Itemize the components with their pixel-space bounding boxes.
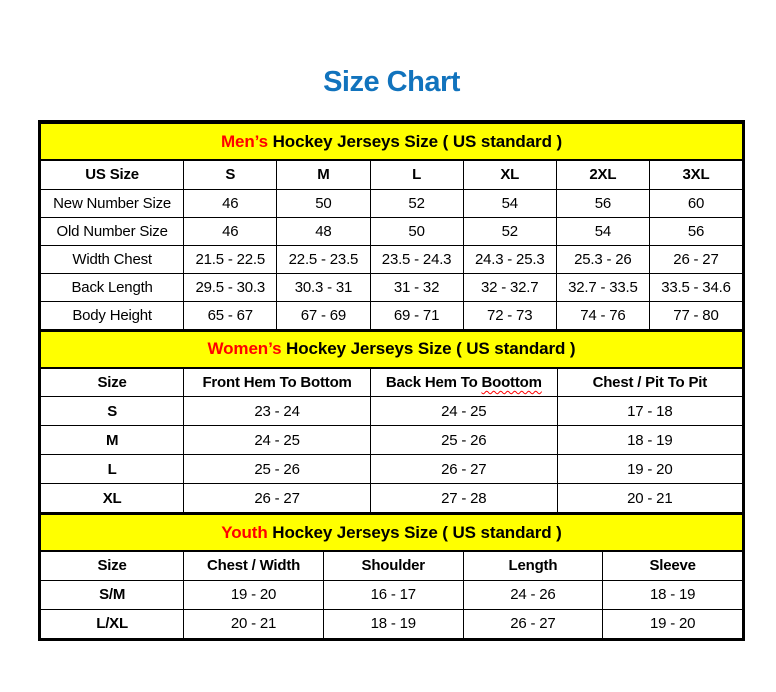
- row-label: New Number Size: [41, 189, 184, 217]
- size-cell: 29.5 - 30.3: [184, 273, 277, 301]
- size-cell: 24 - 25: [370, 397, 557, 426]
- size-cell: 26 - 27: [463, 609, 603, 638]
- size-cell: 19 - 20: [603, 609, 743, 638]
- misspelled-word: Boottom: [481, 373, 542, 391]
- size-cell: 23 - 24: [184, 397, 371, 426]
- band-rest-text: Hockey Jerseys Size ( US standard ): [267, 522, 562, 542]
- size-cell: 21.5 - 22.5: [184, 245, 277, 273]
- size-cell: 74 - 76: [556, 301, 649, 329]
- size-cell: 52: [370, 189, 463, 217]
- size-cell: 24.3 - 25.3: [463, 245, 556, 273]
- size-cell: 77 - 80: [649, 301, 742, 329]
- size-cell: 46: [184, 217, 277, 245]
- size-cell: 50: [277, 189, 370, 217]
- size-cell: 25 - 26: [370, 426, 557, 455]
- table-row: [41, 217, 743, 245]
- size-cell: 56: [649, 217, 742, 245]
- column-header: M: [277, 160, 370, 189]
- size-cell: 19 - 20: [184, 580, 324, 609]
- row-label: Width Chest: [41, 245, 184, 273]
- size-cell: 33.5 - 34.6: [649, 273, 742, 301]
- page-title: Size Chart: [323, 66, 460, 98]
- column-header: Size: [41, 368, 184, 397]
- size-cell: 69 - 71: [370, 301, 463, 329]
- column-header: Chest / Width: [184, 551, 324, 580]
- mens-size-table: [40, 122, 743, 330]
- table-row: [41, 189, 743, 217]
- size-cell: 30.3 - 31: [277, 273, 370, 301]
- row-label: M: [41, 426, 184, 455]
- row-label: Body Height: [41, 301, 184, 329]
- size-cell: 26 - 27: [370, 455, 557, 484]
- size-cell: 23.5 - 24.3: [370, 245, 463, 273]
- size-cell: 24 - 25: [184, 426, 371, 455]
- size-cell: 19 - 20: [557, 455, 742, 484]
- table-row: [41, 609, 743, 638]
- column-header: 3XL: [649, 160, 742, 189]
- size-cell: 18 - 19: [323, 609, 463, 638]
- size-cell: 50: [370, 217, 463, 245]
- column-header: Shoulder: [323, 551, 463, 580]
- size-cell: 72 - 73: [463, 301, 556, 329]
- column-header: XL: [463, 160, 556, 189]
- table-row: [41, 301, 743, 329]
- size-cell: 25.3 - 26: [556, 245, 649, 273]
- row-label: L: [41, 455, 184, 484]
- size-cell: 32 - 32.7: [463, 273, 556, 301]
- column-header: Size: [41, 551, 184, 580]
- size-cell: 65 - 67: [184, 301, 277, 329]
- size-cell: 31 - 32: [370, 273, 463, 301]
- column-header: Back Hem To Boottom: [370, 368, 557, 397]
- row-label: Old Number Size: [41, 217, 184, 245]
- size-cell: 20 - 21: [557, 484, 742, 513]
- table-row: [41, 580, 743, 609]
- band-highlight-word: Women’s: [207, 339, 282, 358]
- size-band-youth: [41, 514, 743, 551]
- size-cell: 18 - 19: [603, 580, 743, 609]
- column-header: Length: [463, 551, 603, 580]
- size-cell: 27 - 28: [370, 484, 557, 513]
- band-highlight-word: Men’s: [220, 131, 268, 151]
- band-highlight-word: Youth: [221, 522, 268, 542]
- size-cell: 22.5 - 23.5: [277, 245, 370, 273]
- size-cell: 54: [463, 189, 556, 217]
- table-row: [41, 245, 743, 273]
- size-cell: 25 - 26: [184, 455, 371, 484]
- band-rest-text: Hockey Jerseys Size ( US standard ): [281, 339, 576, 358]
- column-header: Front Hem To Bottom: [184, 368, 371, 397]
- size-cell: 46: [184, 189, 277, 217]
- table-row: [41, 455, 743, 484]
- size-band-womens: [41, 331, 743, 368]
- column-header: L: [370, 160, 463, 189]
- size-cell: 17 - 18: [557, 397, 742, 426]
- table-row: [41, 426, 743, 455]
- table-row: [41, 397, 743, 426]
- youth-size-table: [40, 513, 743, 639]
- size-cell: 18 - 19: [557, 426, 742, 455]
- row-label: L/XL: [41, 609, 184, 638]
- table-row: [41, 484, 743, 513]
- size-cell: 60: [649, 189, 742, 217]
- size-cell: 20 - 21: [184, 609, 324, 638]
- size-cell: 67 - 69: [277, 301, 370, 329]
- column-header: Sleeve: [603, 551, 743, 580]
- size-cell: 56: [556, 189, 649, 217]
- size-chart-container: [38, 120, 745, 641]
- size-cell: 26 - 27: [649, 245, 742, 273]
- band-rest-text: Hockey Jerseys Size ( US standard ): [268, 131, 563, 151]
- size-cell: 24 - 26: [463, 580, 603, 609]
- size-cell: 32.7 - 33.5: [556, 273, 649, 301]
- size-cell: 48: [277, 217, 370, 245]
- row-label: XL: [41, 484, 184, 513]
- column-header: S: [184, 160, 277, 189]
- row-label: S/M: [41, 580, 184, 609]
- column-header: Chest / Pit To Pit: [557, 368, 742, 397]
- table-row: [41, 273, 743, 301]
- column-header: US Size: [41, 160, 184, 189]
- size-cell: 26 - 27: [184, 484, 371, 513]
- size-cell: 16 - 17: [323, 580, 463, 609]
- size-band-mens: [41, 123, 743, 160]
- column-header: 2XL: [556, 160, 649, 189]
- size-cell: 54: [556, 217, 649, 245]
- row-label: S: [41, 397, 184, 426]
- size-cell: 52: [463, 217, 556, 245]
- row-label: Back Length: [41, 273, 184, 301]
- womens-size-table: [40, 330, 743, 514]
